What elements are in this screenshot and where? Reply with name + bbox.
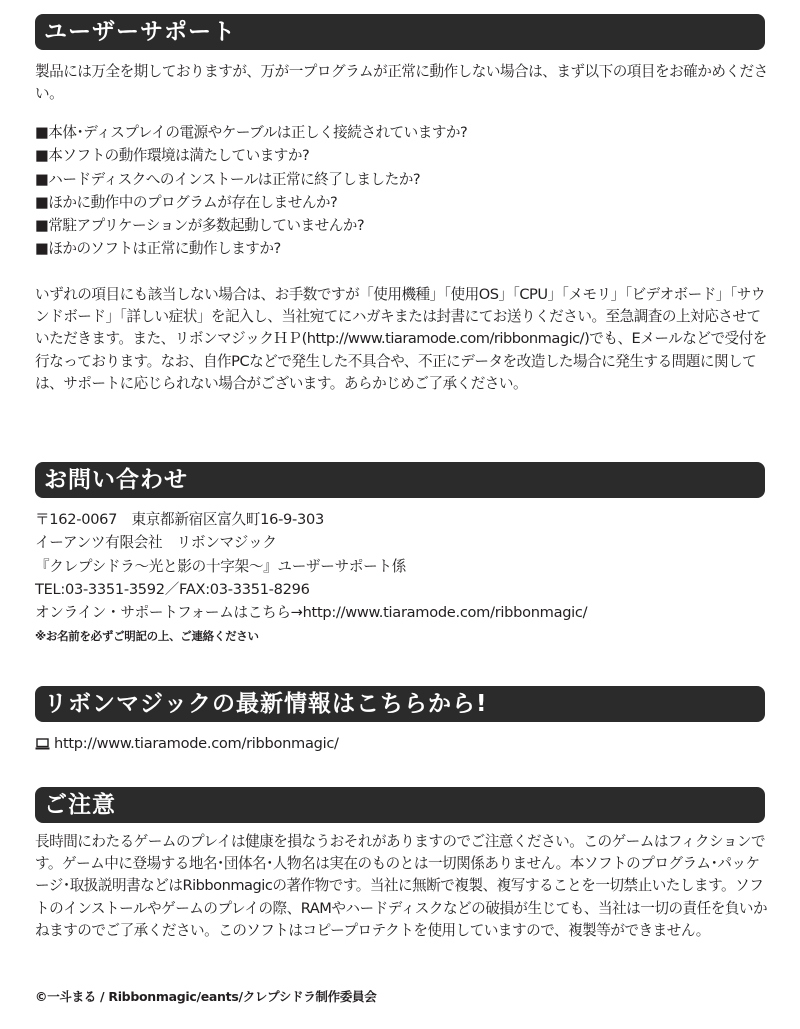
caution-heading: ご注意 bbox=[35, 787, 765, 823]
support-checklist bbox=[35, 121, 765, 261]
checklist-item: ■ほかに動作中のプログラムが存在しませんか? bbox=[35, 193, 338, 211]
checklist-item: ■ほかのソフトは正常に動作しますか? bbox=[35, 240, 281, 258]
checklist-item: ■ハードディスクへのインストールは正常に終了しましたか? bbox=[35, 170, 421, 188]
contact-phone-fax: TEL:03-3351-3592／FAX:03-3351-8296 bbox=[35, 580, 310, 598]
support-intro: 製品には万全を期しておりますが、万が一プログラムが正常に動作しない場合は、まず以下の項目をお確かめください。 bbox=[35, 63, 768, 103]
copyright-line: ©一斗まる / Ribbonmagic/eants/クレプシドラ制作委員会 bbox=[35, 989, 377, 1004]
news-url-link[interactable]: http://www.tiaramode.com/ribbonmagic/ bbox=[54, 735, 339, 752]
contact-heading: お問い合わせ bbox=[35, 462, 765, 498]
support-body: いずれの項目にも該当しない場合は、お手数ですが「使用機種」「使用OS」「CPU」「メモリ」「ビデオボード」「サウンドボード」「詳しい症状」を記入し、当社宛てにハガキまたは封書にてお送りください。至急調査の上対応させていただきます。また、リボンマジックＨＰ(http://www.tiaramode.com/ribbonmagic/)でも、Eメールなどで受付を行なっております。なお、自作PCなどで発生した不具合や、不正にデータを改造した場合に発生する問題に関しては、サポートに応じられない場合がございます。あらかじめご了承ください。 bbox=[35, 286, 767, 392]
news-heading: リボンマジックの最新情報はこちらから! bbox=[35, 686, 765, 722]
caution-body: 長時間にわたるゲームのプレイは健康を損なうおそれがありますのでご注意ください。このゲームはフィクションです。ゲーム中に登場する地名･団体名･人物名は実在のものとは一切関係ありません。本ソフトのプログラム･パッケージ･取扱説明書などはRibbonmagicの著作物です。当社に無断で複製、複写することを一切禁止いたします。ソフトのインストールやゲームのプレイの際、RAMやハードディスクなどの破損が生じても、当社は一切の責任を負いかねますのでご了承ください。このソフトはコピープロテクトを使用していますので、複製等ができません。 bbox=[35, 833, 768, 939]
checklist-item: ■常駐アプリケーションが多数起動していませんか? bbox=[35, 217, 365, 235]
checklist-item: ■本ソフトの動作環境は満たしていますか? bbox=[35, 147, 310, 165]
contact-department: 『クレプシドラ～光と影の十字架～』ユーザーサポート係 bbox=[35, 557, 407, 575]
contact-note: ※お名前を必ずご明記の上、ご連絡ください bbox=[35, 629, 259, 644]
checklist-item: ■本体･ディスプレイの電源やケーブルは正しく接続されていますか? bbox=[35, 124, 468, 141]
support-heading: ユーザーサポート bbox=[35, 14, 765, 50]
news-url-row bbox=[35, 733, 339, 755]
contact-info bbox=[35, 508, 765, 649]
contact-company: イーアンツ有限会社 リボンマジック bbox=[35, 534, 277, 552]
computer-icon bbox=[35, 735, 50, 757]
contact-online-form: オンライン・サポートフォームはこちら→http://www.tiaramode.com/ribbonmagic/ bbox=[35, 604, 588, 622]
contact-address: 〒162-0067 東京都新宿区富久町16-9-303 bbox=[35, 511, 324, 528]
